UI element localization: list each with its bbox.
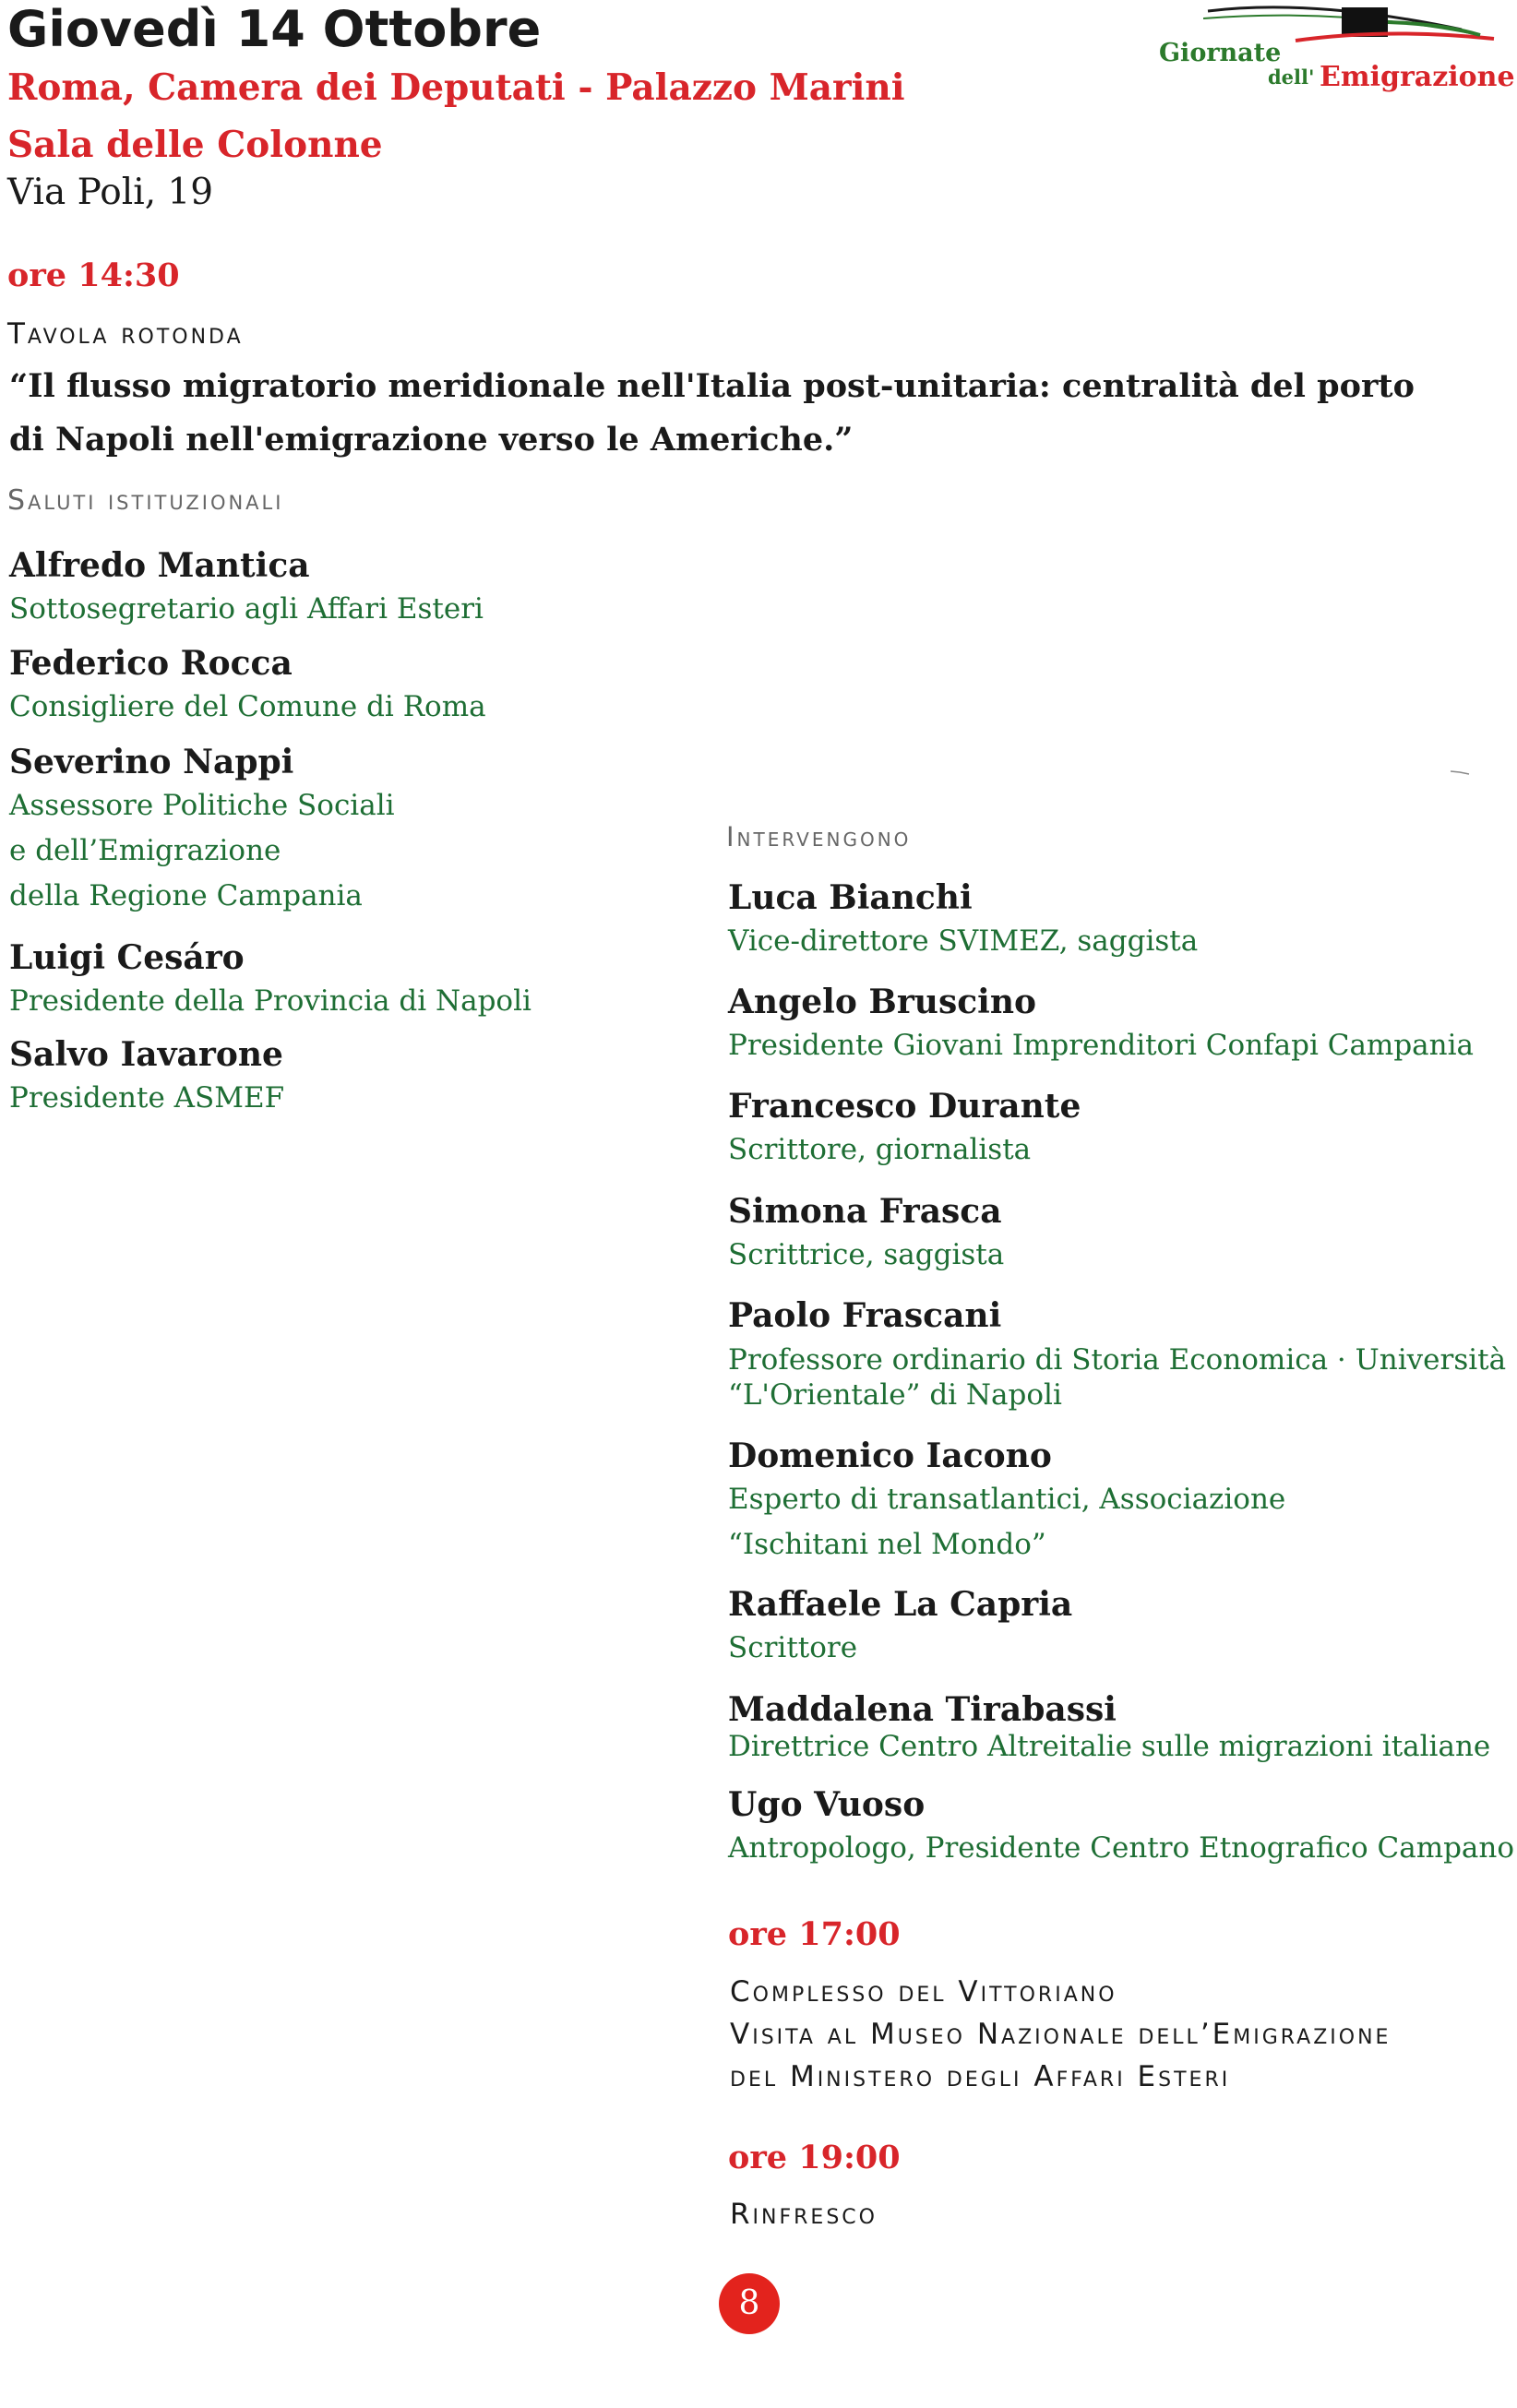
session-title-line-2: di Napoli nell'emigrazione verso le Americhe.”	[9, 421, 854, 459]
logo-text-giornate: Giornate	[1159, 39, 1282, 67]
greeting-entry	[9, 936, 532, 1024]
person-role: Scrittrice, saggista	[728, 1238, 1005, 1271]
person-name: Maddalena Tirabassi	[728, 1690, 1117, 1729]
session-type: Tavola rotonda	[7, 317, 244, 351]
person-name: Salvo Iavarone	[9, 1035, 283, 1074]
speaker-entry	[728, 981, 1474, 1068]
greeting-entry	[9, 642, 486, 730]
session-title	[9, 360, 1449, 467]
logo-text-emigrazione: Emigrazione	[1320, 61, 1515, 93]
person-name: Raffaele La Capria	[728, 1585, 1073, 1624]
session2-line: Complesso del Vittoriano	[730, 1975, 1117, 2009]
greeting-entry	[9, 1033, 284, 1121]
speaker-entry	[728, 1190, 1004, 1278]
person-role: Direttrice Centro Altreitalie sulle migrazioni italiane	[728, 1730, 1491, 1763]
person-name: Alfredo Mantica	[9, 546, 310, 585]
page-number-badge: 8	[719, 2273, 780, 2334]
person-role: Presidente della Provincia di Napoli	[9, 984, 532, 1018]
session-title-line-1: “Il flusso migratorio meridionale nell'Italia post-unitaria: centralità del porto	[9, 367, 1415, 405]
event-logo	[1148, 0, 1515, 101]
person-role: della Regione Campania	[9, 879, 363, 912]
person-role: Esperto di transatlantici, Associazione	[728, 1483, 1286, 1516]
session2-description	[730, 1971, 1391, 2098]
session3-label: Rinfresco	[730, 2198, 878, 2231]
speaker-entry	[728, 1583, 1072, 1671]
person-name: Severino Nappi	[9, 743, 294, 781]
street-address: Via Poli, 19	[7, 172, 214, 213]
room-line: Sala delle Colonne	[7, 124, 383, 166]
session-time-1900: ore 19:00	[728, 2139, 901, 2176]
person-name: Federico Rocca	[9, 644, 293, 683]
session-time-1700: ore 17:00	[728, 1915, 901, 1953]
person-name: Francesco Durante	[728, 1087, 1081, 1126]
person-role: Antropologo, Presidente Centro Etnografico Campano	[728, 1831, 1515, 1865]
person-role: Sottosegretario agli Affari Esteri	[9, 592, 484, 626]
person-role: Presidente ASMEF	[9, 1081, 285, 1115]
person-name: Angelo Bruscino	[728, 983, 1037, 1021]
speaker-entry	[728, 1783, 1514, 1871]
person-name: Luca Bianchi	[728, 878, 973, 917]
speaker-entry	[728, 1688, 1490, 1762]
page-title: Giovedì 14 Ottobre	[7, 0, 542, 58]
speaker-entry	[728, 1294, 1506, 1413]
person-role: Vice-direttore SVIMEZ, saggista	[728, 924, 1199, 958]
venue-line: Roma, Camera dei Deputati - Palazzo Marini	[7, 66, 905, 109]
person-role: Professore ordinario di Storia Economica · Università	[728, 1343, 1507, 1377]
person-role: Assessore Politiche Sociali	[9, 789, 395, 822]
person-name: Luigi Cesáro	[9, 938, 245, 977]
person-name: Domenico Iacono	[728, 1436, 1052, 1475]
person-name: Ugo Vuoso	[728, 1785, 926, 1824]
person-name: Paolo Frascani	[728, 1296, 1002, 1335]
speaker-entry	[728, 1435, 1285, 1568]
logo-text-dell: dell'	[1268, 66, 1315, 89]
person-role: Consigliere del Comune di Roma	[9, 690, 486, 723]
person-name: Simona Frasca	[728, 1192, 1002, 1231]
greeting-entry	[9, 544, 484, 632]
person-role: Scrittore	[728, 1631, 858, 1664]
scan-speck-icon	[1451, 769, 1471, 775]
session2-line: del Ministero degli Affari Esteri	[730, 2060, 1231, 2093]
person-role: e dell’Emigrazione	[9, 834, 281, 867]
speakers-label: Intervengono	[726, 821, 912, 852]
session-time-1430: ore 14:30	[7, 256, 180, 294]
speaker-entry	[728, 876, 1198, 964]
person-role: “L'Orientale” di Napoli	[728, 1378, 1062, 1412]
greeting-entry	[9, 741, 395, 919]
speaker-entry	[728, 1085, 1081, 1173]
session2-line: Visita al Museo Nazionale dell’Emigrazione	[730, 2018, 1392, 2051]
person-role: “Ischitani nel Mondo”	[728, 1528, 1046, 1561]
person-role: Scrittore, giornalista	[728, 1133, 1032, 1166]
person-role: Presidente Giovani Imprenditori Confapi Campania	[728, 1029, 1475, 1062]
greetings-label: Saluti istituzionali	[7, 484, 284, 517]
